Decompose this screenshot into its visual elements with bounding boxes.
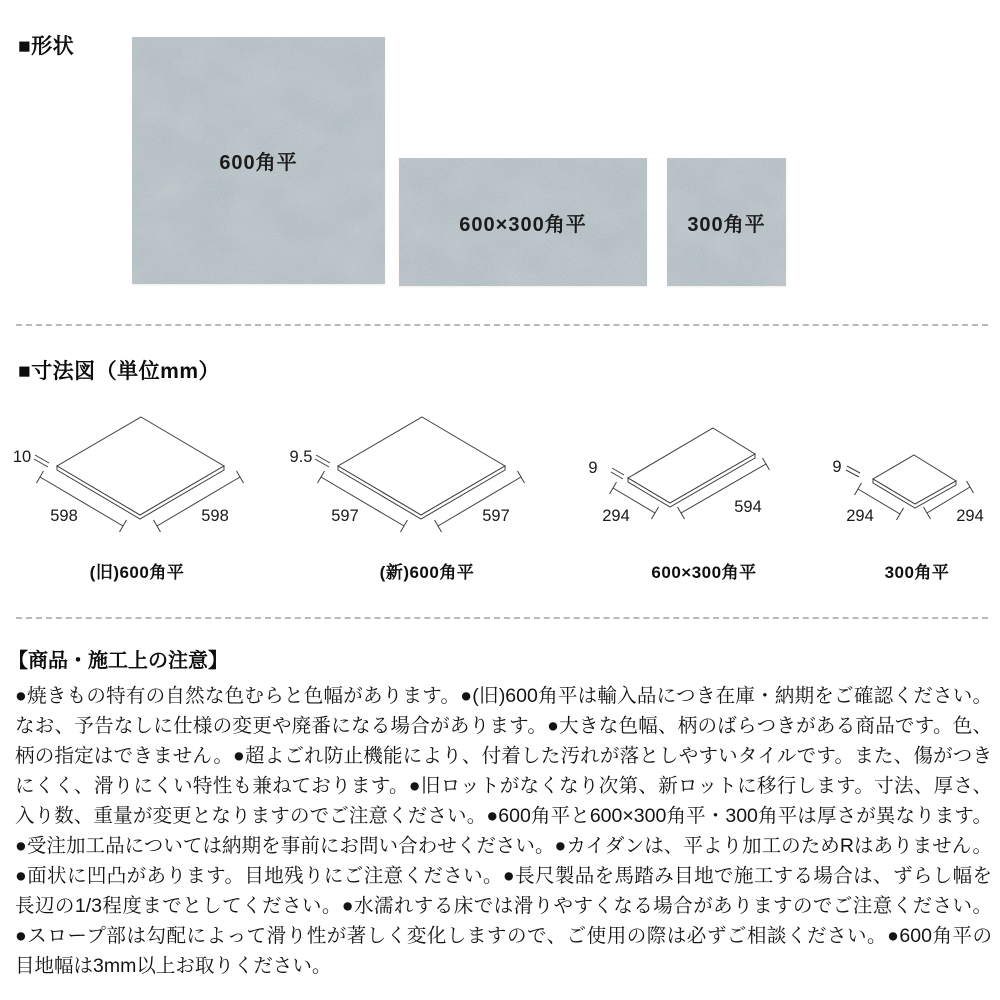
right-dimension-label: 598 xyxy=(201,507,229,525)
tile-swatch-600 xyxy=(132,37,385,284)
dimension-diagram-drawing xyxy=(0,405,280,540)
left-dimension-label: 294 xyxy=(602,507,630,525)
dashed-divider-top xyxy=(16,324,988,326)
note-line: 長辺の1/3程度までとしてください。●水濡れする床では滑りやすくなる場合がありますのでご注意ください。 xyxy=(15,895,992,917)
diagram-caption-new-600: (新)600角平 xyxy=(379,563,475,582)
note-line: 目地幅は3mm以上お取りください。 xyxy=(15,955,332,977)
dimension-diagram-drawing xyxy=(820,405,1000,540)
dimension-diagram-300 xyxy=(820,405,1000,540)
note-line: なお、予告なしに仕様の変更や廃番になる場合があります。●大きな色幅、柄のばらつきがある商品です。色、 xyxy=(15,715,992,737)
dimensions-section-header: ■寸法図（単位mm） xyxy=(18,360,221,383)
tile-swatch-300 xyxy=(667,158,786,286)
left-dimension-label: 598 xyxy=(50,507,78,525)
tile-label-300: 300角平 xyxy=(687,213,766,236)
left-dimension-label: 597 xyxy=(331,507,359,525)
note-line: 柄の指定はできません。●超よごれ防止機能により、付着した汚れが落としやすいタイルです。また、傷がつき xyxy=(15,745,992,767)
notes-title: 【商品・施工上の注意】 xyxy=(8,650,228,672)
tile-label-600: 600角平 xyxy=(219,152,298,174)
tile-swatch-600x300 xyxy=(399,158,647,286)
dimension-diagram-drawing xyxy=(281,405,561,540)
tile-label-600x300: 600×300角平 xyxy=(459,213,587,236)
thickness-label: 9 xyxy=(588,459,598,477)
shape-section-header: ■形状 xyxy=(18,35,75,58)
left-dimension-label: 294 xyxy=(846,507,874,525)
thickness-label: 9 xyxy=(832,458,842,476)
note-line: ●面状に凹凸があります。目地残りにご注意ください。●長尺製品を馬踏み目地で施工する場合は、ずらし幅を xyxy=(15,865,992,887)
note-line: ●焼きもの特有の自然な色むらと色幅があります。●(旧)600角平は輸入品につき在庫・納期をご確認ください。 xyxy=(15,685,992,707)
dimension-diagram-new-600 xyxy=(281,405,561,540)
note-line: ●スロープ部は勾配によって滑り性が著しく変化しますので、ご使用の際は必ずご相談ください。●600角平の xyxy=(15,925,992,947)
right-dimension-label: 597 xyxy=(482,507,510,525)
diagram-caption-old-600: (旧)600角平 xyxy=(89,563,185,582)
dimension-diagram-drawing xyxy=(568,405,808,540)
note-line: ●受注加工品については納期を事前にお問い合わせください。●カイダンは、平より加工のためRはありません。 xyxy=(15,835,992,857)
note-line: にくく、滑りにくい特性も兼ねております。●旧ロットがなくなり次第、新ロットに移行します。寸法、厚さ、 xyxy=(15,775,992,797)
dimension-diagram-old-600 xyxy=(0,405,280,540)
dimension-diagram-600x300 xyxy=(568,405,808,540)
dashed-divider-bottom xyxy=(16,617,988,619)
diagram-caption-300: 300角平 xyxy=(884,563,950,582)
thickness-label: 9.5 xyxy=(289,448,313,466)
right-dimension-label: 594 xyxy=(734,498,762,516)
thickness-label: 10 xyxy=(12,448,32,466)
right-dimension-label: 294 xyxy=(956,507,984,525)
diagram-caption-600x300: 600×300角平 xyxy=(651,563,757,582)
note-line: 入り数、重量が変更となりますのでご注意ください。●600角平と600×300角平・300角平は厚さが異なります。 xyxy=(15,805,992,827)
notes-body xyxy=(15,681,992,981)
